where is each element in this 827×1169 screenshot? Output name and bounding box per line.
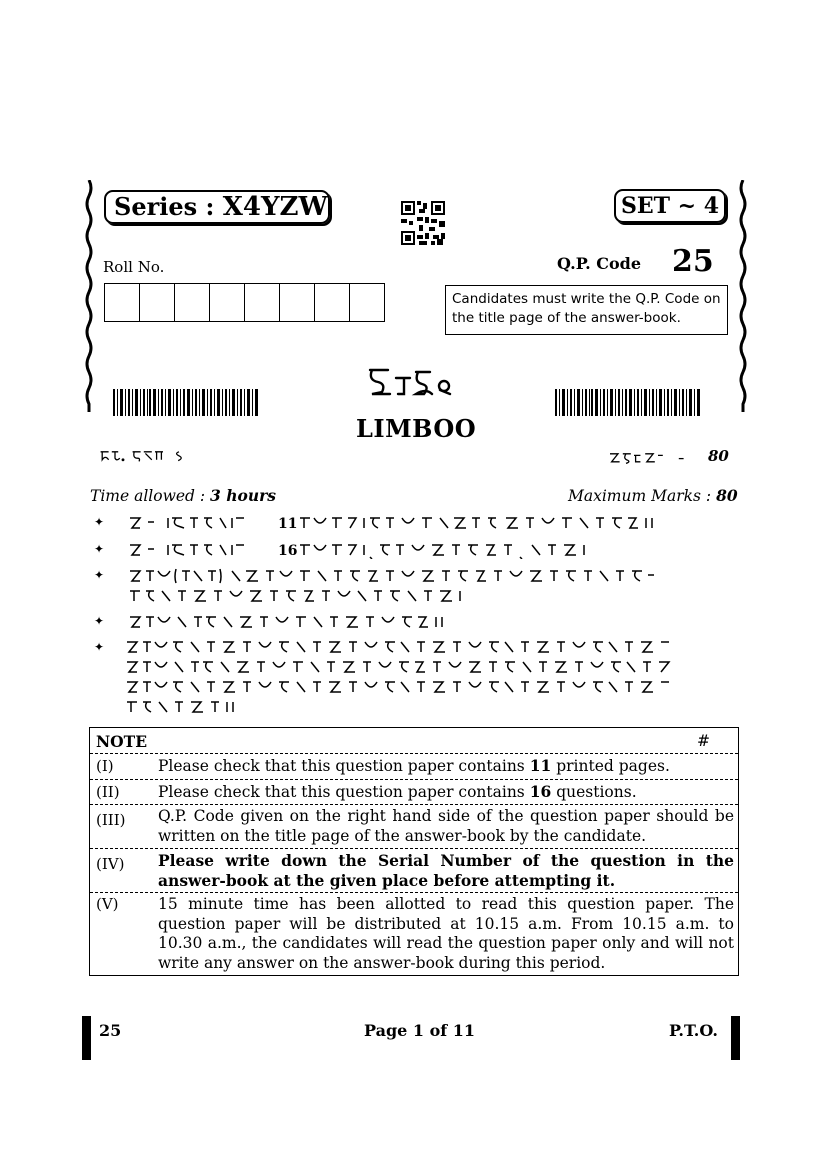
series-label: Series : bbox=[114, 192, 223, 221]
footer-page-number: Page 1 of 11 bbox=[364, 1021, 475, 1040]
note-item bbox=[90, 849, 738, 893]
note-item-highlight: 16 bbox=[529, 781, 552, 801]
series-box bbox=[104, 190, 330, 224]
instruction-line-2-glyphs bbox=[128, 541, 648, 559]
note-heading: NOTE bbox=[96, 732, 148, 751]
qp-code-value: 25 bbox=[672, 244, 714, 279]
marks-label-glyphs bbox=[598, 449, 702, 465]
limbu-subject-title-glyphs bbox=[360, 360, 460, 400]
note-item-number: (III) bbox=[96, 811, 126, 829]
note-item bbox=[90, 893, 738, 975]
maximum-marks-value: 80 bbox=[716, 486, 738, 505]
time-allowed bbox=[90, 486, 276, 505]
barcode-left-icon bbox=[113, 389, 258, 416]
roll-number-box[interactable] bbox=[349, 283, 385, 322]
roll-number-box[interactable] bbox=[104, 283, 140, 322]
note-item-number: (I) bbox=[96, 757, 114, 775]
subject-title: LIMBOO bbox=[356, 414, 477, 443]
note-item-text-part: printed pages. bbox=[551, 757, 670, 775]
note-item-text: Please write down the Serial Number of the question in the answer-book at the given place before attempting it. bbox=[158, 851, 734, 890]
instruction-line-1-glyphs bbox=[128, 514, 678, 532]
roll-number-box[interactable] bbox=[314, 283, 350, 322]
roll-number-label: Roll No. bbox=[103, 258, 165, 276]
qr-code-icon bbox=[401, 201, 445, 245]
maximum-marks-label: Maximum Marks : bbox=[568, 487, 717, 505]
footer-qp-code: 25 bbox=[99, 1021, 122, 1040]
note-item-number: (IV) bbox=[96, 855, 125, 873]
note-table bbox=[89, 727, 739, 976]
note-item bbox=[90, 805, 738, 849]
note-item-text-part: Please check that this question paper contains bbox=[158, 782, 530, 801]
instruction-line-3-glyphs bbox=[128, 567, 678, 607]
note-item-highlight: 11 bbox=[529, 756, 552, 775]
note-item-text bbox=[158, 780, 734, 805]
note-header bbox=[90, 728, 738, 754]
roll-number-box[interactable] bbox=[279, 283, 315, 322]
qp-code-label: Q.P. Code bbox=[557, 254, 642, 273]
qp-code-note: Candidates must write the Q.P. Code on the title page of the answer-book. bbox=[445, 285, 728, 335]
diamond-bullet-icon: ✦ bbox=[94, 542, 105, 556]
roll-number-boxes bbox=[104, 283, 384, 321]
note-hash: # bbox=[697, 732, 710, 750]
roll-number-box[interactable] bbox=[174, 283, 210, 322]
marks-value: 80 bbox=[708, 447, 729, 465]
roll-number-box[interactable] bbox=[209, 283, 245, 322]
note-item-text bbox=[158, 754, 734, 779]
class-label-glyphs bbox=[87, 447, 207, 463]
roll-number-box[interactable] bbox=[139, 283, 175, 322]
barcode-right-icon bbox=[555, 389, 700, 416]
diamond-bullet-icon: ✦ bbox=[94, 515, 105, 529]
footer-right-bar bbox=[731, 1016, 740, 1060]
diamond-bullet-icon: ✦ bbox=[94, 640, 105, 654]
right-border-ornament bbox=[738, 180, 748, 412]
footer-left-bar bbox=[82, 1016, 91, 1060]
time-allowed-label: Time allowed : bbox=[90, 487, 211, 505]
note-item-text: 15 minute time has been allotted to read this question paper. The question paper will be distributed at 10.15 a.m. From 10.15 a.m. to 10.30 a.m., the candidates will read the question paper only and will not write any answer on the answer-book during this period. bbox=[158, 895, 734, 972]
series-code: X4YZW bbox=[222, 192, 328, 222]
note-item-number: (II) bbox=[96, 782, 120, 801]
left-border-ornament bbox=[84, 180, 94, 412]
note-item-text: Q.P. Code given on the right hand side of the question paper should be written on the title page of the answer-book by the candidate. bbox=[158, 807, 734, 845]
note-item bbox=[90, 754, 738, 780]
maximum-marks bbox=[568, 486, 738, 505]
time-allowed-value: 3 hours bbox=[210, 486, 276, 505]
diamond-bullet-icon: ✦ bbox=[94, 614, 105, 628]
note-item-number: (V) bbox=[96, 895, 119, 913]
diamond-bullet-icon: ✦ bbox=[94, 568, 105, 582]
roll-number-box[interactable] bbox=[244, 283, 280, 322]
instruction-line-5-glyphs bbox=[125, 638, 685, 718]
svg-text:11: 11 bbox=[278, 516, 298, 532]
set-box: SET ~ 4 bbox=[614, 189, 726, 223]
footer-pto: P.T.O. bbox=[669, 1021, 718, 1040]
note-item bbox=[90, 780, 738, 806]
note-item-text-part: questions. bbox=[551, 782, 637, 801]
instruction-line-4-glyphs bbox=[128, 613, 508, 631]
note-item-text-part: Please check that this question paper contains bbox=[158, 757, 530, 775]
svg-text:16: 16 bbox=[278, 543, 298, 559]
